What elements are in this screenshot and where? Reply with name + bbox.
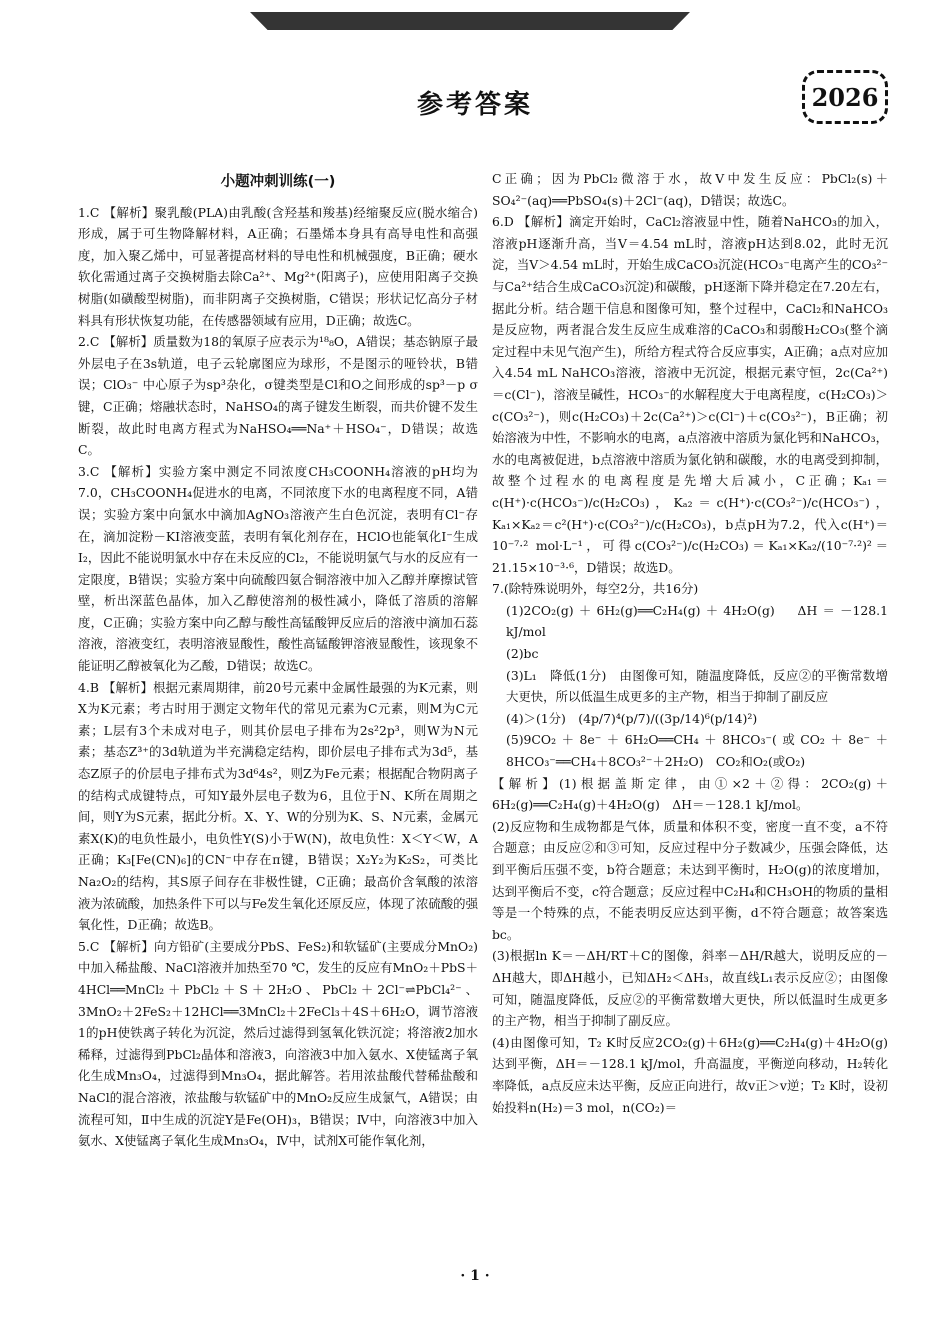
answer-7-part-2: (2)bc [506,646,539,662]
section-title: 小题冲刺训练(一) [220,174,336,190]
answer-7-part-1: (1)2CO₂(g)＋6H₂(g)══C₂H₄(g)＋4H₂O(g) ΔH＝－128.1 kJ/mol [506,602,888,640]
answer-6: 6.D 【解析】滴定开始时，CaCl₂溶液显中性，随着NaHCO₃的加入，溶液pH逐渐升高，当V＝4.54 mL时，溶液pH达到8.02，此时无沉淀，当V＞4.54 mL时，开始生成CaCO₃沉淀(HCO₃⁻电离产生的CO₃²⁻与Ca²⁺结合生成CaCO₃沉淀)和碳酸，pH逐渐下降并稳定在7.20左右，据此分析。结合题干信息和图像可知，整个过程中，CaCl₂和NaHCO₃是反应物，两者混合发生反应生成难溶的CaCO₃和弱酸H₂CO₃(整个滴定过程中未见气泡产生)，所给方程式符合反应事实，A正确；a点对应加入4.54 mL NaHCO₃溶液，溶液中无沉淀，根据元素守恒，2c(Ca²⁺)＝c(Cl⁻)，溶液呈碱性，HCO₃⁻的水解程度大于电离程度，c(H₂CO₃)＞c(CO₃²⁻)，则c(H₂CO₃)＋2c(Ca²⁺)＞c(Cl⁻)＋c(CO₃²⁻)，B正确；初始溶液为中性，不影响水的电离，a点溶液中溶质为氯化钙和NaHCO₃，水的电离被促进，b点溶液中溶质为氯化钠和碳酸，水的电离受到抑制，故整个过程水的电离程度是先增大后减小，C正确；Kₐ₁＝c(H⁺)·c(HCO₃⁻)/c(H₂CO₃)，Kₐ₂＝c(H⁺)·c(CO₃²⁻)/c(HCO₃⁻)，Kₐ₁×Kₐ₂＝c²(H⁺)·c(CO₃²⁻)/c(H₂CO₃)，b点pH为7.2，代入c(H⁺)＝10⁻⁷·² mol·L⁻¹，可得c(CO₃²⁻)/c(H₂CO₃)＝Kₐ₁×Kₐ₂/(10⁻⁷·²)²＝21.15×10⁻³·⁶，D错误；故选D。 [492,214,888,575]
page-number: · 1 · [460,1268,490,1284]
answer-7-header: 7.(除特殊说明外，每空2分，共16分) [492,581,699,597]
year-badge: 2026 [802,70,888,124]
answer-7-part-4: (4)＞(1分) (4p/7)⁴(p/7)/((3p/14)⁶(p/14)²) [506,710,758,726]
header-banner-decoration [250,12,690,30]
answer-3: 3.C 【解析】实验方案中测定不同浓度CH₃COONH₄溶液的pH均为7.0，CH₃COONH₄促进水的电离，不同浓度下水的电离程度不同，A错误；实验方案中向氯水中滴加AgNO₃溶液产生白色沉淀，表明有Cl⁻存在，滴加淀粉－KI溶液变蓝，表明有氧化剂存在，HClO也能氧化I⁻生成I₂，因此不能说明氯水中存在未反应的Cl₂，不能说明氯气与水的反应有一定限度，B错误；实验方案中向硫酸四氨合铜溶液中加入乙醇并摩擦试管壁，析出深蓝色晶体，加入乙醇使溶剂的极性减小，降低了溶质的溶解度，C正确；实验方案中向乙醇与酸性高锰酸钾反应后的溶液中滴加石蕊溶液，溶液变红，表明溶液显酸性，酸性高锰酸钾溶液显酸性，该现象不能证明乙醇被氧化为乙酸，D错误；故选C。 [78,463,478,674]
page-title: 参考答案 [416,90,533,120]
answer-7-analysis-3: (3)根据ln K＝－ΔH/RT＋C的图像，斜率－ΔH/R越大，说明反应的－ΔH越大，即ΔH越小，已知ΔH₂＜ΔH₃，故直线L₁表示反应②；由图像可知，随温度降低，反应②的平衡常数增大更快，所以低温时生成更多的主产物，相当于抑制了副反应。 [492,948,888,1029]
answer-1: 1.C 【解析】聚乳酸(PLA)由乳酸(含羟基和羧基)经缩聚反应(脱水缩合)形成，属于可生物降解材料，A正确；石墨烯本身具有高导电性和高强度，加入聚乙烯中，可显著提高材料的导电性和机械强度，B正确；硬水软化需通过离子交换树脂去除Ca²⁺、Mg²⁺(阳离子)，应使用阳离子交换树脂(如磺酸型树脂)，而非阴离子交换树脂，C错误；形状记忆高分子材料具有形状恢复功能，在传感器领域有应用，D正确；故选C。 [78,204,478,328]
answer-7-analysis-4: (4)由图像可知，T₂ K时反应2CO₂(g)＋6H₂(g)══C₂H₄(g)＋4H₂O(g)达到平衡，ΔH＝－128.1 kJ/mol，升高温度，平衡逆向移动，H₂转化率降低，a点反应未达平衡，反应正向进行，故v正＞v逆；T₂ K时，设初始投料n(H₂)＝3 mol，n(CO₂)＝ [492,1034,888,1115]
answer-7-analysis-1: 【解析】(1)根据盖斯定律，由①×2＋②得：2CO₂(g)＋6H₂(g)══C₂H₄(g)＋4H₂O(g) ΔH＝－128.1 kJ/mol。 [492,775,888,813]
answer-7-analysis-2: (2)反应物和生成物都是气体，质量和体积不变，密度一直不变，a不符合题意；由反应②和③可知，反应过程中分子数减少，压强会降低，达到平衡后压强不变，b符合题意；未达到平衡时，H₂O(g)的浓度增加，达到平衡后不变，c符合题意；反应过程中C₂H₄和CH₃OH的物质的量相等是一个特殊的点，不能表明反应达到平衡，d不符合题意；故答案选bc。 [492,818,888,942]
answer-5: 5.C 【解析】向方铅矿(主要成分PbS、FeS₂)和软锰矿(主要成分MnO₂)中加入稀盐酸、NaCl溶液并加热至70 ℃，发生的反应有MnO₂＋PbS＋4HCl══MnCl₂＋PbCl₂＋S＋2H₂O、PbCl₂＋2Cl⁻⇌PbCl₄²⁻、3MnO₂＋2FeS₂＋12HCl══3MnCl₂＋2FeCl₃＋4S＋6H₂O，调节溶液1的pH使铁离子转化为沉淀，然后过滤得到氢氧化铁沉淀；将溶液2加水稀释，过滤得到PbCl₂晶体和溶液3，向溶液3中加入氨水、X使锰离子氧化生成Mn₃O₄，过滤得到Mn₃O₄，据此解答。若用浓盐酸代替稀盐酸和NaCl的混合溶液，浓盐酸与软锰矿中的MnO₂反应生成氯气，A错误；由流程可知，Ⅱ中生成的沉淀Y是Fe(OH)₃，B错误；Ⅳ中，向溶液3中加入氨水、X使锰离子氧化生成Mn₃O₄，Ⅳ中，试剂X可能作氧化剂， [78,938,478,1149]
answer-2: 2.C 【解析】质量数为18的氧原子应表示为¹⁸₈O，A错误；基态钠原子最外层电子在3s轨道，电子云轮廓图应为球形，不是图示的哑铃状，B错误；ClO₃⁻ 中心原子为sp³杂化，σ键类型是Cl和O之间形成的sp³－p σ键，C正确；熔融状态时，NaHSO₄的离子键发生断裂，而共价键不发生断裂，故此时电离方程式为NaHSO₄══Na⁺＋HSO₄⁻，D错误；故选C。 [78,334,478,458]
right-column [492,168,888,1118]
answer-7-part-3: (3)L₁ 降低(1分) 由图像可知，随温度降低，反应②的平衡常数增大更快，所以低温生成更多的主产物，相当于抑制了副反应 [506,667,888,705]
answer-4: 4.B 【解析】根据元素周期律，前20号元素中金属性最强的为K元素，则X为K元素；考古时用于测定文物年代的常见元素为C元素，则M为C元素；L层有3个未成对电子，则其价层电子排布为2s²2p³，则W为N元素；基态Z³⁺的3d轨道为半充满稳定结构，即价层电子排布式为3d⁵，基态Z原子的价层电子排布式为3d⁶4s²，则Z为Fe元素；根据配合物阴离子的结构式成键特点，可知Y最外层电子数为6，且位于N、K所在周期之间，则Y为S元素，据此分析。X、Y、W的分别为K、S、N元素，金属元素X(K)的电负性最小，电负性Y(S)小于W(N)，故电负性：X＜Y＜W，A正确；K₃[Fe(CN)₆]的CN⁻中存在π键，B错误；X₂Y₂为K₂S₂，可类比Na₂O₂的结构，其S原子间存在非极性键，C正确；最高价含氧酸的浓溶液为浓硫酸，加热条件下可以与Fe发生氧化还原反应，体现了浓硫酸的强氧化性，D正确；故选B。 [78,679,478,933]
answer-7-part-5: (5)9CO₂＋8e⁻＋6H₂O══CH₄＋8HCO₃⁻(或CO₂＋8e⁻＋8HCO₃⁻══CH₄＋8CO₃²⁻＋2H₂O) CO₂和O₂(或O₂) [506,732,888,770]
answer-5-continued: C正确；因为PbCl₂微溶于水，故Ⅴ中发生反应：PbCl₂(s)＋SO₄²⁻(aq)══PbSO₄(s)＋2Cl⁻(aq)，D错误；故选C。 [492,171,888,208]
left-column [78,168,478,1152]
